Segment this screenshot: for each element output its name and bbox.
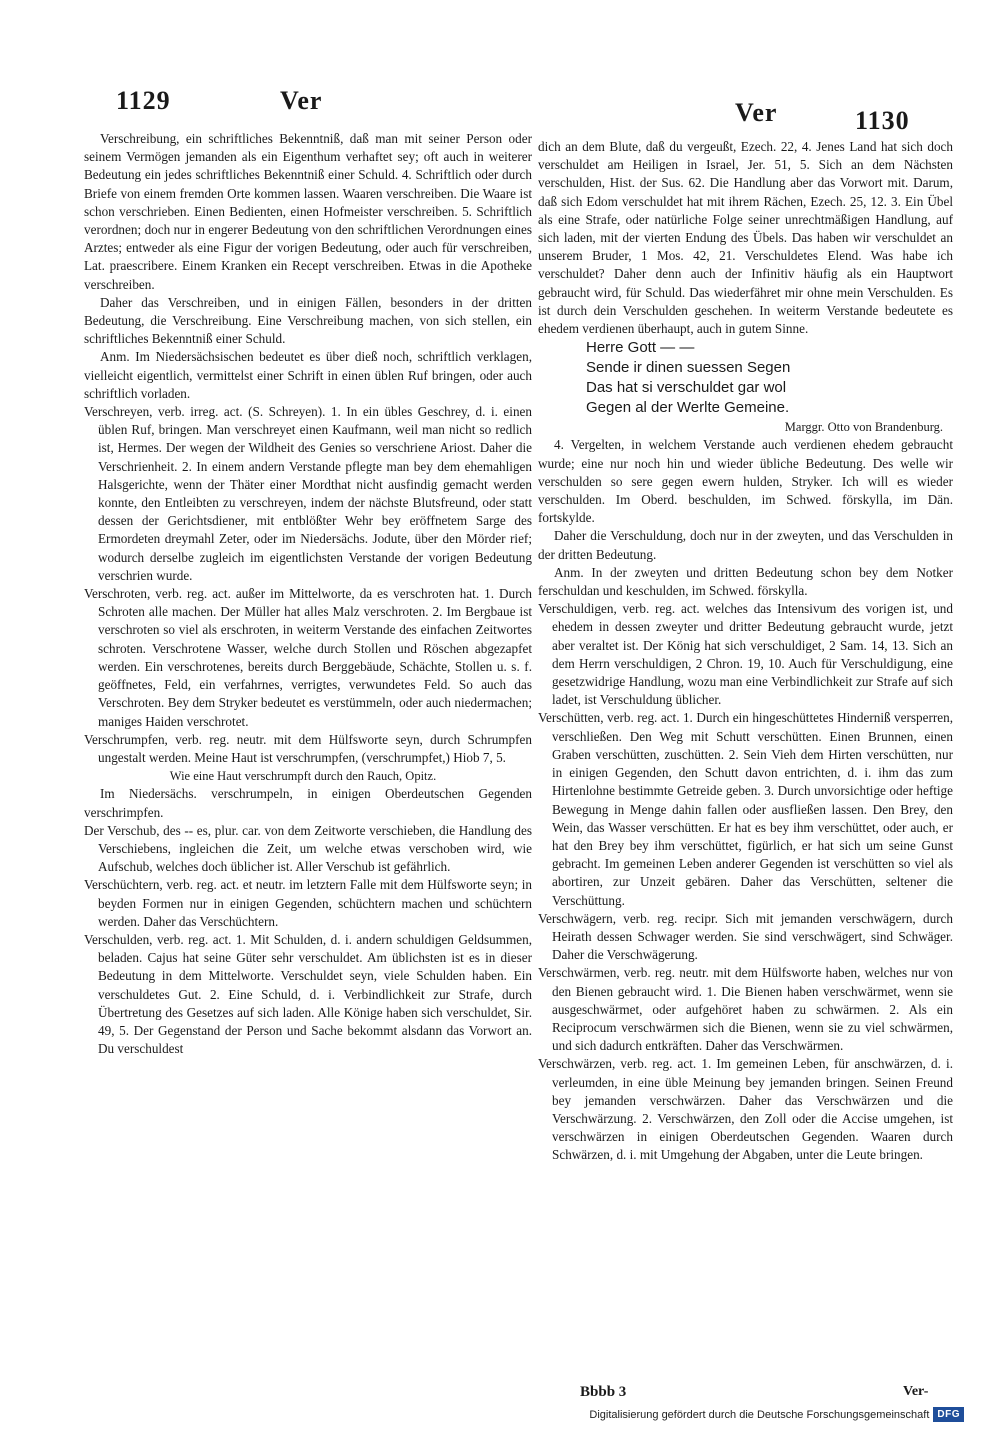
footer-text: Digitalisierung gefördert durch die Deutsche Forschungsgemeinschaft <box>589 1408 930 1421</box>
dfg-logo: DFG <box>933 1407 964 1422</box>
dictionary-entry-verschuldigen: Verschuldigen, verb. reg. act. welches das Intensivum des vorigen ist, und ehedem in dessen zweyter und dritter Bedeutung gebraucht wurde, jetzt aber veraltet ist. Der König hat sich verschuldiget, 2 Sam. 14, 13. Sich an dem Herrn verschuldigen, 2 Chron. 19, 10. Auch für Verschuldigung, eine gesetzwidrige Handlung, wozu man eine Verbindlichkeit zur Strafe auf sich ladet, ist Verschuldung üblicher. <box>538 601 953 708</box>
dictionary-entry-verschuechtern: Verschüchtern, verb. reg. act. et neutr. im letztern Falle mit dem Hülfsworte seyn; in beyden Formen nur in einigen Gegenden, schüchtern machen und schüchtern werden. Daher das Verschüchtern. <box>84 877 532 929</box>
signature-mark: Bbbb 3 <box>580 1384 627 1400</box>
verse-line: Sende ir dinen suessen Segen <box>586 359 791 377</box>
left-column <box>84 130 532 1058</box>
catchword: Ver- <box>903 1384 929 1399</box>
text-paragraph: Daher das Verschreiben, und in einigen Fällen, besonders in der dritten Bedeutung, die Verschreibung. Eine Verschreibung machen, von sich stellen, ein schriftliches Bekenntniß einer Schuld. <box>84 294 532 347</box>
text-paragraph: Im Niedersächs. verschrumpeln, in einigen Oberdeutschen Gegenden verschrimpfen. <box>84 786 532 820</box>
text-paragraph: 4. Vergelten, in welchem Verstande auch verdienen ehedem gebraucht wurde; eine nur noch hin und wieder übliche Bedeutung. Des welle wir verschulden so sere gegen ewern hulden, Stryker. Ich will es wieder verschulden. Im Oberd. beschulden, im Schwed. förskylla, im Dän. fortskylde. <box>538 437 953 526</box>
annotation-paragraph: Anm. Im Niedersächsischen bedeutet es über dieß noch, schriftlich verklagen, vielleicht eigentlich, vermittelst einer Schrift in einen üblen Ruf bringen, oder auch schriftlich vorladen. <box>84 349 532 401</box>
dictionary-entry-verschwaerzen: Verschwärzen, verb. reg. act. 1. Im gemeinen Leben, für anschwärzen, d. i. verleumden, in eine üble Meinung bey jemanden bringen. Seinen Freund bey jemanden verschwärzen. Daher das Verschwärzen und die Verschwärzung. 2. Verschwärzen, den Zoll oder die Accise umgehen, ist verschwärzen in einigen Oberdeutschen Gegenden. Waaren durch Schwärzen, d. i. mit Umgehung der Abgaben, unter die Leute bringen. <box>538 1056 953 1163</box>
verse-line: Herre Gott — — <box>586 339 695 357</box>
running-head-right: Ver <box>735 98 778 127</box>
dictionary-entry-verschwaegern: Verschwägern, verb. reg. recipr. Sich mit jemanden verschwägern, durch Heirath dessen Schwager werden. Sie sind verschwägert, sind Schwäger. Daher die Verschwägerung. <box>538 910 953 963</box>
right-column <box>538 138 953 1165</box>
dictionary-entry-verschwaermen: Verschwärmen, verb. reg. neutr. mit dem Hülfsworte haben, welches nur von den Bienen gebraucht wird. 1. Die Bienen haben verschwärmet, wenn sie ausgeschwärmet, oder aufgehöret haben zu schwärmen. 2. Als ein Reciprocum verschwärmen sich die Bienen, wenn sie zu viel schwärmen, und sich dadurch entkräften. Daher das Verschwärmen. <box>538 965 953 1054</box>
verse-attribution: Marggr. Otto von Brandenburg. <box>784 420 943 435</box>
quotation: Wie eine Haut verschrumpft durch den Rauch, Opitz. <box>169 769 437 784</box>
text-paragraph: dich an dem Blute, daß du vergeußt, Ezech. 22, 4. Jenes Land hat sich doch verschuldet am Heiligen in Israel, Jer. 51, 5. Sich an dem Nächsten verschulden, Hist. der Sus. 62. Die Handlung aber das Vorwort mit. Darum, daß sich Edom verschuldet hat mit ihrem Rächen, Ezech. 25, 12. 3. Ein Übel als eine Strafe, oder natürliche Folge seiner unrechtmäßigen Handlung, auf sich laden, mit der vierten Endung des Übels. Das haben wir verschuldet an unserem Bruder, 1 Mos. 42, 21. Verschuldetes Elend. Was habe ich verschuldet? Daher denn auch der Infinitiv häufig als ein Hauptwort gebraucht wird, für Schuld. Das wiederfähret mir ohne mein Verschulden. Es ist durch dein Verschulden geschehen. In weiterm Verstande bedeutete es ehedem verdienen überhaupt, auch in gutem Sinne. <box>538 139 953 337</box>
footer-credit <box>589 1407 964 1422</box>
dictionary-entry-verschub: Der Verschub, des -- es, plur. car. von dem Zeitworte verschieben, die Handlung des Verschiebens, ingleichen die Zeit, um welche etwas verschoben wird, wie Aufschub, welches doch üblicher ist. Aller Verschub ist gefährlich. <box>84 822 532 875</box>
dictionary-entry-verschuetten: Verschütten, verb. reg. act. 1. Durch ein hingeschüttetes Hinderniß versperren, verschließen. Den Weg mit Schutt verschütten. Einen Brunnen, einen Graben verschütten, zuschütten. 2. Sein Vieh dem Hirten verschütten, nur in einigen Gegenden, den Schutt davon entrichten, d. i. ihm das zum Hirtenlohne bestimmte Getreide geben. 3. Durch unvorsichtige oder heftige Bewegung in Menge dahin fallen oder ausfließen lassen. Den Brey, den Wein, das Wasser verschütten. Er hat es bey ihm verschüttet, oder auch, er hat den Brey bey ihm verschüttet, figürlich, er hat sich um seine Gunst gebracht. Im gemeinen Leben anderer Gegenden ist verschütten so viel als abortiren, zur Unzeit gebären. Daher das Verschütten, seltener die Verschüttung. <box>538 710 953 908</box>
text-paragraph: Daher die Verschuldung, doch nur in der zweyten, und das Verschulden in der dritten Bedeutung. <box>538 528 953 562</box>
verse-line: Gegen al der Werlte Gemeine. <box>586 399 790 417</box>
text-paragraph: Verschreibung, ein schriftliches Bekenntniß, daß man mit seiner Person oder seinem Vermögen jemanden als ein Eigenthum verhaftet sey; oft auch in weiterer Bedeutung ein jedes schriftliches Bekenntniß einer Schuld. 4. Schriftlich oder durch Briefe von einem fremden Orte kommen lassen. Waaren verschreiben. Die Waare ist schon verschrieben. Einen Bedienten, einen Hofmeister verschreiben. 5. Schriftlich verordnen; doch nur in engerer Bedeutung von den schriftlichen Verordnungen eines Arztes; entweder als eine Figur der vorigen Bedeutung, oder auch für verschreiben, Lat. praescribere. Einem Kranken ein Recept verschreiben. Etwas in die Apotheke verschreiben. <box>84 131 532 292</box>
annotation-paragraph: Anm. In der zweyten und dritten Bedeutung schon bey dem Notker ferschuldan und keschulden, im Schwed. förskylla. <box>538 564 953 599</box>
dictionary-entry-verschulden: Verschulden, verb. reg. act. 1. Mit Schulden, d. i. andern schuldigen Geldsummen, beladen. Cajus hat seine Güter sehr verschuldet. Am üblichsten ist es in dieser Bedeutung in dem Mittelworte. Verschuldet seyn, viele Schulden haben. Ein verschuldetes Gut. 2. Eine Schuld, d. i. Verbindlichkeit zur Strafe, durch Übertretung des Gesetzes auf sich laden. Alle Könige haben sich verschuldet, Sir. 49, 5. Der Gegenstand der Person und Sache bekommt alsdann das Vorwort an. Du verschuldest <box>84 931 532 1057</box>
page-number-left: 1129 <box>116 86 171 115</box>
dictionary-entry-verschreyen: Verschreyen, verb. irreg. act. (S. Schreyen). 1. In ein übles Geschrey, d. i. einen üblen Ruf, bringen. Man verschreyet einen Kaufmann, weil man nicht so redlich ist, Hermes. Der wegen der Wildheit des Genies so verschriene Ariost. Daher die Verschrienheit. 2. In einem andern Verstande pflegte man bey dem ehemahligen Halsgerichte, wenn der Thäter einer Mordthat nicht ausfindig gemacht werden konnte, den Entleibten zu verschreyen, indem der nächste Blutsfreund, oder statt dessen der Gerichtsdiener, mit entblößter Wehr bey eröffnetem Sarge des Ermordeten dreymahl Zeter, oder im Niedersächs. Jodute, über den Mörder rief; wodurch derselbe zugleich im eigentlichsten Verstande der vorigen Bedeutung verschrien wurde. <box>84 404 532 583</box>
running-head-left: Ver <box>280 86 323 115</box>
verse-line: Das hat si verschuldet gar wol <box>586 379 787 397</box>
dictionary-entry-verschrumpfen: Verschrumpfen, verb. reg. neutr. mit dem Hülfsworte seyn, durch Schrumpfen ungestalt werden. Meine Haut ist verschrumpfen, (verschrumpfet,) Hiob 7, 5. <box>84 731 532 765</box>
page-number-right: 1130 <box>855 106 910 135</box>
dictionary-entry-verschroten: Verschroten, verb. reg. act. außer im Mittelworte, da es verschroten hat. 1. Durch Schroten alle machen. Der Müller hat alles Malz verschroten. 2. Im Bergbaue ist verschroten so viel als erschroten, in weiterm Verstande des einfachen Zeitwortes schroten. Verschrotene Wasser, welche durch Stollen und Röschen abgezapfet werden. Ein verschrotenes, bereits durch Berggebäude, Schächte, Stollen u. s. f. geöffnetes, Feld, ein verfahrnes, verrigtes, verwundetes Feld. So auch das Verschroten. Bey dem Stryker bedeutet es verstümmeln, oder auch niedermachen; maniges Haiden verschrotet. <box>84 586 532 729</box>
